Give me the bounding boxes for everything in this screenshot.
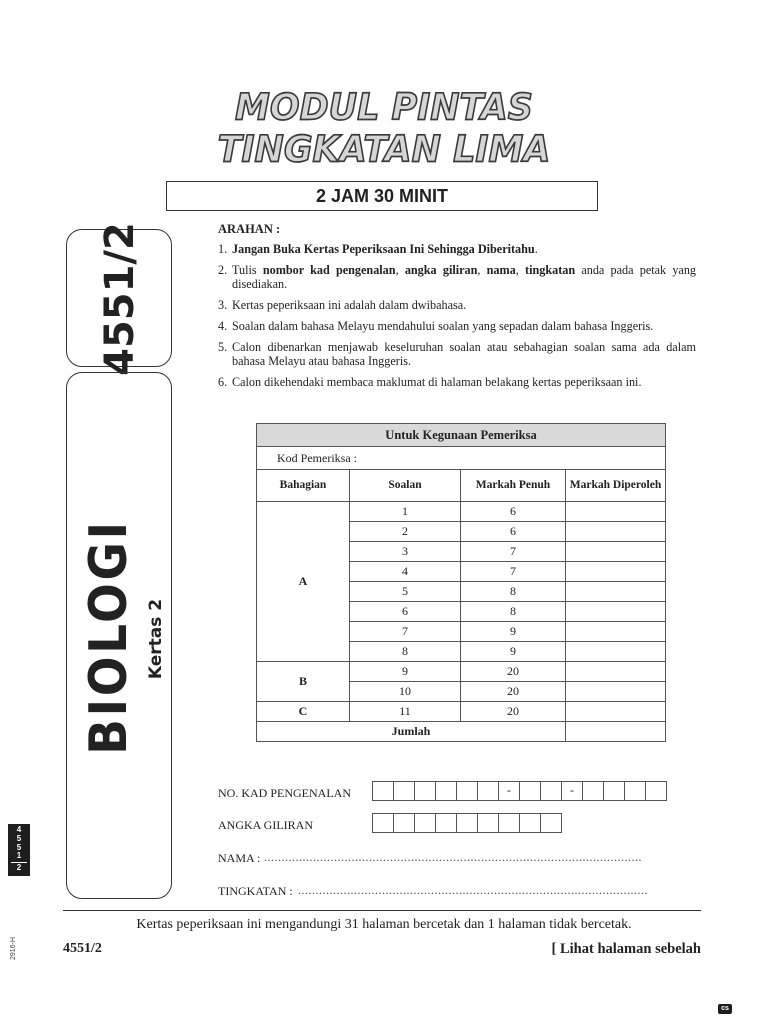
question-cell: 2 [350,522,461,542]
instruction-number: 1. [218,242,228,256]
full-marks-cell: 6 [461,502,566,522]
instruction-number: 5. [218,340,228,354]
obtained-marks-cell[interactable] [566,502,666,522]
full-marks-cell: 20 [461,662,566,682]
paper-code: 4551/2 [97,222,143,376]
footer-divider [63,910,701,911]
full-marks-cell: 20 [461,682,566,702]
instructions-list [218,242,696,389]
digit-box[interactable] [435,781,457,801]
digit-box[interactable] [372,781,394,801]
digit-box[interactable] [456,813,478,833]
footer-paper-code: 4551/2 [63,941,102,956]
digit-box[interactable] [519,813,541,833]
digit-box[interactable] [582,781,604,801]
instructions-heading: ARAHAN : [218,222,281,236]
instruction-item [218,298,696,312]
table-row [257,502,666,522]
section-cell: A [257,502,350,662]
obtained-marks-cell[interactable] [566,542,666,562]
obtained-marks-cell[interactable] [566,562,666,582]
question-cell: 6 [350,602,461,622]
digit-box[interactable] [414,813,436,833]
digit-box[interactable] [477,781,499,801]
side-code-text: 2916-H [10,937,17,960]
full-marks-cell: 7 [461,562,566,582]
instruction-item [218,242,696,256]
module-title-line2: TINGKATAN LIMA [217,129,551,171]
full-marks-cell: 7 [461,542,566,562]
side-tab-digit: 5 [16,833,22,843]
digit-box[interactable] [603,781,625,801]
full-marks-cell: 8 [461,582,566,602]
instruction-text: Calon dibenarkan menjawab keseluruhan soalan atau sebahagian soalan sama ada dalam bahasa Melayu atau bahasa Inggeris. [232,340,696,368]
full-marks-cell: 20 [461,702,566,722]
question-cell: 5 [350,582,461,602]
instruction-item [218,340,696,368]
instruction-number: 4. [218,319,228,333]
digit-box[interactable] [456,781,478,801]
instructions [218,222,696,396]
instruction-text: Jangan Buka Kertas Peperiksaan Ini Sehingga Diberitahu. [232,242,538,256]
obtained-marks-cell[interactable] [566,522,666,542]
question-cell: 9 [350,662,461,682]
camscanner-badge: cs [718,1004,732,1014]
digit-box[interactable] [372,813,394,833]
table-row [257,662,666,682]
question-cell: 4 [350,562,461,582]
paper-code-tab [66,222,172,376]
obtained-marks-cell[interactable] [566,642,666,662]
module-title-line1: MODUL PINTAS [235,87,533,129]
digit-box[interactable] [393,781,415,801]
question-cell: 7 [350,622,461,642]
subject-tab [66,372,172,899]
name-input-line[interactable]: ............................................................................................................ [264,850,642,864]
instruction-text: Kertas peperiksaan ini adalah dalam dwibahasa. [232,298,467,312]
instruction-number: 6. [218,375,228,389]
full-marks-cell: 9 [461,622,566,642]
question-cell: 11 [350,702,461,722]
index-number-label: ANGKA GILIRAN [218,818,313,832]
digit-box[interactable] [540,813,562,833]
obtained-marks-cell[interactable] [566,702,666,722]
page-count-note: Kertas peperiksaan ini mengandungi 31 halaman bercetak dan 1 halaman tidak bercetak. [136,917,632,932]
index-number-boxes[interactable] [372,813,561,833]
digit-box[interactable] [624,781,646,801]
subject-name: BIOLOGI [79,519,139,755]
name-label: NAMA : [218,851,261,865]
digit-box[interactable]: - [561,781,583,801]
obtained-marks-cell[interactable] [566,662,666,682]
instruction-text: Tulis nombor kad pengenalan, angka giliran, nama, tingkatan anda pada petak yang disediakan. [232,263,697,291]
ic-number-label: NO. KAD PENGENALAN [218,786,351,800]
paper-name: Kertas 2 [146,598,166,680]
table-row [257,702,666,722]
full-marks-cell: 9 [461,642,566,662]
instruction-text: Soalan dalam bahasa Melayu mendahului soalan yang sepadan dalam bahasa Inggeris. [232,319,654,333]
digit-box[interactable] [540,781,562,801]
digit-box[interactable] [477,813,499,833]
instruction-item [218,319,696,333]
obtained-marks-cell[interactable] [566,682,666,702]
total-obtained-cell[interactable] [566,722,666,742]
examiner-table [256,423,666,742]
header-full-marks: Markah Penuh [461,470,566,502]
form-label: TINGKATAN : [218,884,293,898]
digit-box[interactable] [645,781,667,801]
full-marks-cell: 6 [461,522,566,542]
side-tab-paper-number: 2 [16,863,22,873]
ic-number-boxes[interactable] [372,781,666,801]
header-section: Bahagian [257,470,350,502]
obtained-marks-cell[interactable] [566,602,666,622]
question-cell: 1 [350,502,461,522]
question-cell: 3 [350,542,461,562]
duration-box: 2 JAM 30 MINIT [166,181,598,211]
side-tab-digit: 4 [16,825,22,834]
question-cell: 8 [350,642,461,662]
obtained-marks-cell[interactable] [566,622,666,642]
obtained-marks-cell[interactable] [566,582,666,602]
digit-box[interactable] [435,813,457,833]
digit-box[interactable] [519,781,541,801]
digit-box[interactable] [414,781,436,801]
instruction-item [218,375,696,389]
instruction-number: 2. [218,263,228,277]
digit-box[interactable]: - [498,781,520,801]
section-cell: C [257,702,350,722]
full-marks-cell: 8 [461,602,566,622]
instruction-item [218,263,696,291]
header-question: Soalan [350,470,461,502]
section-cell: B [257,662,350,702]
instruction-text: Calon dikehendaki membaca maklumat di halaman belakang kertas peperiksaan ini. [232,375,642,389]
form-input-line[interactable]: .................................................................................................... [298,883,648,897]
side-tab-digit: 1 [16,851,22,861]
next-page-note: [ Lihat halaman sebelah [551,941,701,957]
side-code-tab [8,824,30,876]
question-cell: 10 [350,682,461,702]
examiner-table-title: Untuk Kegunaan Pemeriksa [257,424,666,447]
total-label: Jumlah [257,722,566,742]
side-tab-digit: 5 [16,842,22,852]
instruction-number: 3. [218,298,228,312]
digit-box[interactable] [498,813,520,833]
digit-box[interactable] [393,813,415,833]
examiner-code-label: Kod Pemeriksa : [257,447,666,470]
header-obtained-marks: Markah Diperoleh [566,470,666,502]
